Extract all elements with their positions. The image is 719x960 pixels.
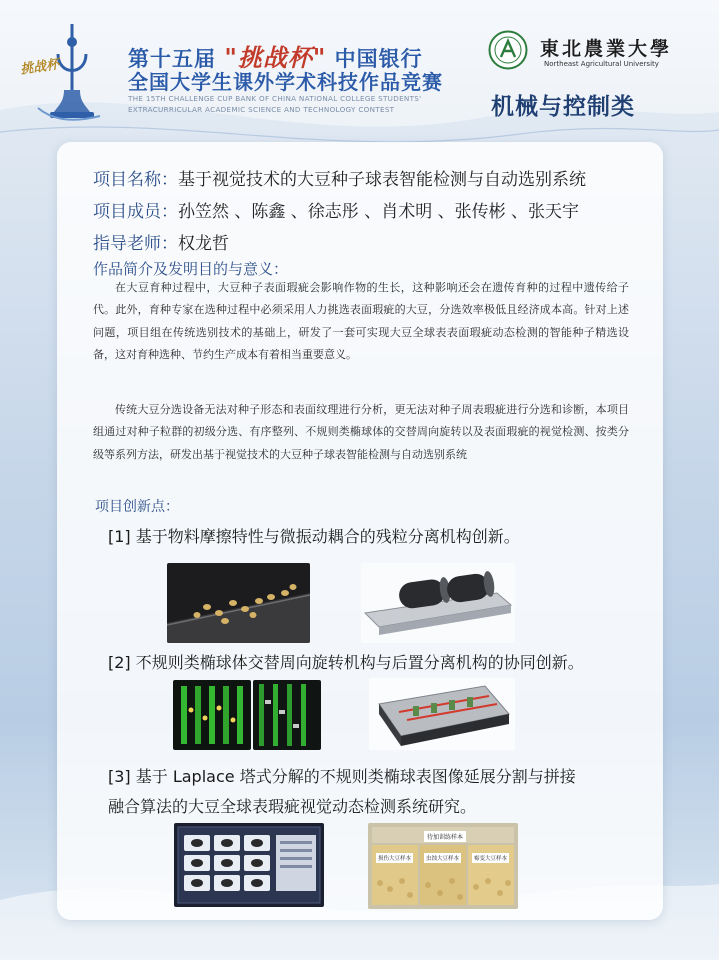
contest-cup-name: "挑战杯" bbox=[224, 43, 327, 72]
category-title: 机械与控制类 bbox=[491, 94, 635, 120]
innovation-item-1: [1] 基于物料摩擦特性与微振动耦合的残粒分离机构创新。 bbox=[108, 527, 520, 546]
detection-software-screenshot bbox=[174, 823, 324, 907]
contest-sponsor: 中国银行 bbox=[334, 47, 423, 71]
project-advisor-value: 权龙哲 bbox=[178, 234, 229, 254]
contest-edition: 第十五届 bbox=[128, 47, 216, 71]
project-members-row bbox=[93, 197, 579, 222]
contest-english-line1: THE 15TH CHALLENGE CUP BANK OF CHINA NATIONAL COLLEGE STUDENTS' bbox=[128, 94, 422, 103]
training-sample-label: 待加训练样本 bbox=[424, 831, 466, 842]
tray-label-mold: 霉变大豆样本 bbox=[472, 853, 509, 863]
intro-paragraph-2: 传统大豆分选设备无法对种子形态和表面纹理进行分析，更无法对种子周表瑕疵进行分选和诊断，本项目组通过对种子粒群的初级分选、有序整列、不规则类椭球体的交替周向旋转以及表面瑕疵的视觉检测、按类分级等系列方法，研发出基于视觉技术的大豆种子球表智能检测与自动选别系统 bbox=[93, 403, 629, 461]
intro-paragraph-1: 在大豆育种过程中，大豆种子表面瑕疵会影响作物的生长，这种影响还会在遗传育种的过程中遗传给子代。此外，育种专家在选种过程中必须采用人力挑选表面瑕疵的大豆，分选效率极低且经济成本高。针对上述问题，项目组在传统选别技术的基础上，研发了一套可实现大豆全球表表面瑕疵动态检测的智能种子精选设备，这对育种选种、节约生产成本有着相当重要意义。 bbox=[93, 281, 629, 362]
university-name-cn: 東北農業大學 bbox=[540, 38, 673, 60]
innovation-item-3-line2: 融合算法的大豆全球表瑕疵视觉动态检测系统研究。 bbox=[108, 797, 477, 816]
roller-mechanism-render bbox=[361, 563, 515, 643]
innovation-item-3 bbox=[108, 762, 576, 822]
poster-header bbox=[0, 0, 719, 140]
university-seal-icon bbox=[488, 30, 528, 70]
project-name-label: 项目名称： bbox=[93, 170, 178, 190]
project-members-label: 项目成员： bbox=[93, 202, 178, 222]
project-advisor-row bbox=[93, 229, 229, 254]
project-name-row bbox=[93, 165, 586, 190]
project-advisor-label: 指导老师： bbox=[93, 234, 178, 254]
soybean-sample-trays-photo bbox=[368, 823, 518, 909]
tray-label-damaged: 损伤大豆样本 bbox=[376, 853, 413, 863]
contest-title-line2: 全国大学生课外学术科技作品竞赛 bbox=[128, 70, 443, 94]
contest-english-line2: EXTRACURRICULAR ACADEMIC SCIENCE AND TECHNOLOGY CONTEST bbox=[128, 105, 395, 114]
university-name-en: Northeast Agricultural University bbox=[544, 60, 659, 68]
innovation-item-2: [2] 不规则类椭球体交替周向旋转机构与后置分离机构的协同创新。 bbox=[108, 653, 584, 672]
project-name-value: 基于视觉技术的大豆种子球表智能检测与自动选别系统 bbox=[178, 170, 586, 190]
rotation-mechanism-render bbox=[369, 678, 515, 750]
soybean-conveyor-photo bbox=[167, 563, 310, 643]
innovation-item-3-line1: [3] 基于 Laplace 塔式分解的不规则类椭球表图像延展分割与拼接 bbox=[108, 767, 576, 786]
intro-section-title: 作品简介及发明目的与意义： bbox=[93, 260, 289, 278]
green-lit-sorting-photo-right bbox=[253, 680, 321, 750]
tray-label-insect: 虫蚀大豆样本 bbox=[424, 853, 461, 863]
green-lit-sorting-photo-left bbox=[173, 680, 251, 750]
project-members-value: 孙笠然 、陈鑫 、徐志彤 、肖术明 、张传彬 、张天宇 bbox=[178, 202, 580, 222]
cup-script-text: 挑战杯 bbox=[19, 57, 61, 78]
innovation-section-title: 项目创新点： bbox=[95, 499, 179, 515]
